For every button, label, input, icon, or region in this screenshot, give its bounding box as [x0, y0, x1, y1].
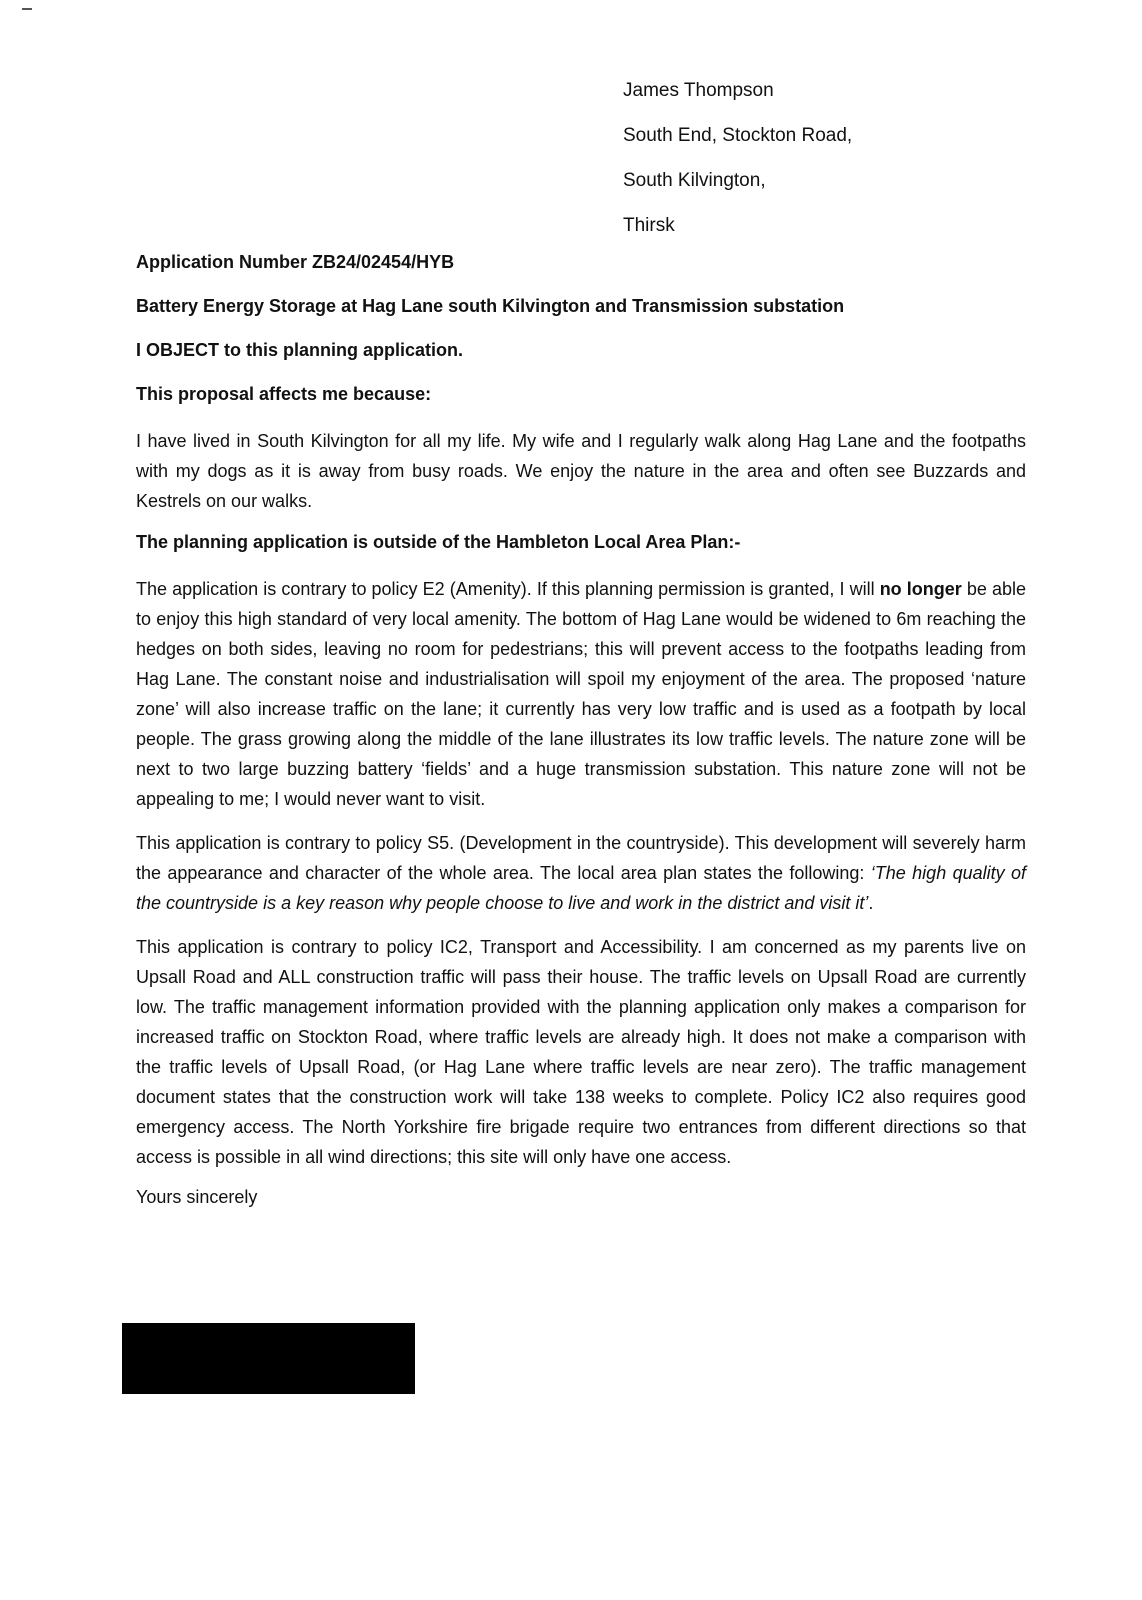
closing-salutation: Yours sincerely [136, 1187, 258, 1207]
sender-address [623, 68, 852, 248]
application-number: Application Number ZB24/02454/HYB [136, 252, 455, 272]
sender-address-line2: South Kilvington, [623, 170, 766, 191]
sender-address-line1: South End, Stockton Road, [623, 125, 853, 146]
letter-body [136, 250, 1026, 1212]
policy-s5-quote: ‘The high quality of the countryside is a key reason why people choose to live and work in the district and visit it’ [136, 863, 1027, 913]
personal-statement-paragraph: I have lived in South Kilvington for all my life. My wife and I regularly walk along Hag Lane and the footpaths with my dogs as it is away from busy roads. We enjoy the nature in the area and often see Buzzards and Kestrels on our walks. [136, 431, 1026, 511]
policy-e2-emphasis: no longer [879, 579, 962, 599]
policy-e2-paragraph [136, 574, 1026, 814]
objection-statement: I OBJECT to this planning application. [136, 340, 464, 360]
policy-e2-text-end: be able to enjoy this high standard of very local amenity. The bottom of Hag Lane would be widened to 6m reaching the hedges on both sides, leaving no room for pedestrians; this will prevent access to the footpaths leading from Hag Lane. The constant noise and industrialisation will spoil my enjoyment of the area. The proposed ‘nature zone’ will also increase traffic on the lane; it currently has very low traffic and is used as a footpath by local people. The grass growing along the middle of the lane illustrates its low traffic levels. The nature zone will be next to two large buzzing battery ‘fields’ and a huge transmission substation. This nature zone will not be appealing to me; I would never want to visit. [136, 579, 1026, 809]
scan-artifact [22, 8, 32, 10]
sender-name: James Thompson [623, 80, 774, 101]
affects-heading: This proposal affects me because: [136, 384, 432, 404]
policy-s5-end: . [868, 893, 874, 913]
local-plan-heading: The planning application is outside of the Hambleton Local Area Plan:- [136, 532, 741, 552]
policy-s5-text: This application is contrary to policy S5. (Development in the countryside). This development will severely harm the appearance and character of the whole area. The local area plan states the following: [136, 833, 1026, 883]
policy-ic2-paragraph: This application is contrary to policy IC2, Transport and Accessibility. I am concerned as my parents live on Upsall Road and ALL construction traffic will pass their house. The traffic levels on Upsall Road are currently low. The traffic management information provided with the planning application only makes a comparison for increased traffic on Stockton Road, where traffic levels are already high. It does not make a comparison with the traffic levels of Upsall Road, (or Hag Lane where traffic levels are near zero). The traffic management document states that the construction work will take 138 weeks to complete. Policy IC2 also requires good emergency access. The North Yorkshire fire brigade require two entrances from different directions so that access is possible in all wind directions; this site will only have one access. [136, 937, 1026, 1167]
policy-s5-paragraph [136, 828, 1026, 918]
sender-town: Thirsk [623, 215, 675, 236]
redacted-signature [122, 1323, 415, 1394]
policy-e2-text-start: The application is contrary to policy E2 (Amenity). If this planning permission is granted, I will [136, 579, 880, 599]
letter-subject: Battery Energy Storage at Hag Lane south Kilvington and Transmission substation [136, 296, 845, 316]
